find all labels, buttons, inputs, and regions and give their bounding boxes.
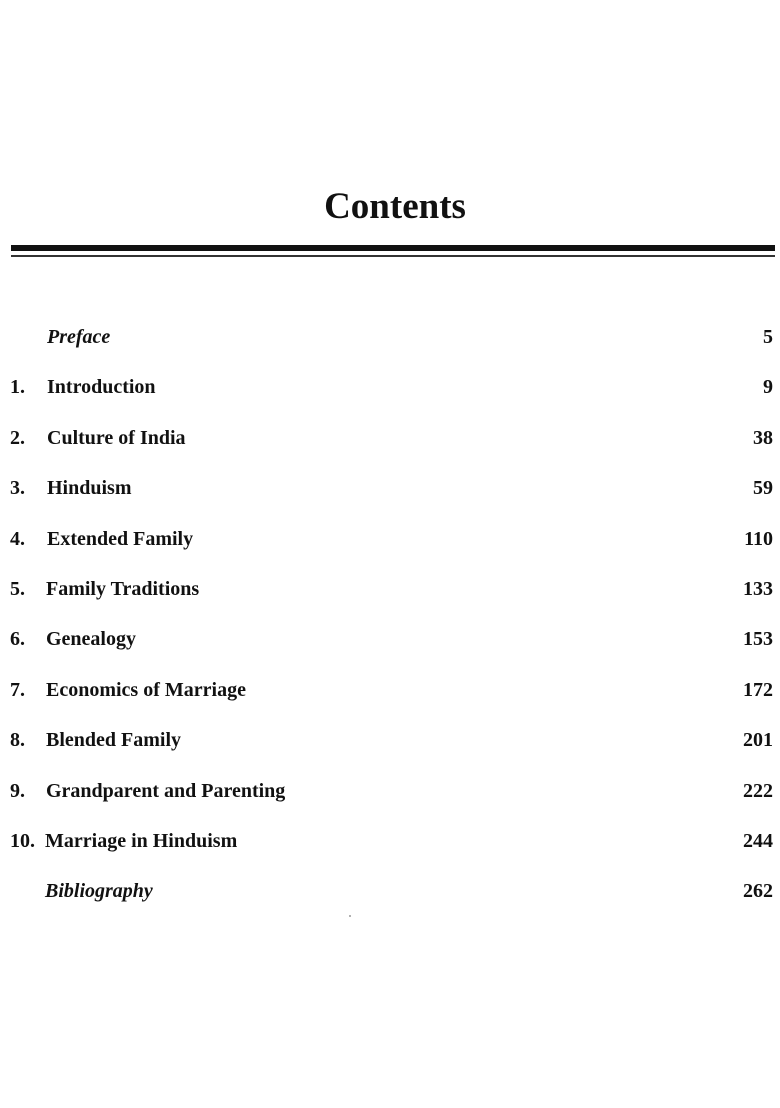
toc-entry[interactable] [0, 830, 780, 880]
entry-number: 5. [10, 577, 25, 600]
title-rule-thick [11, 245, 775, 251]
entry-page: 244 [743, 829, 773, 852]
entry-title: Marriage in Hinduism [45, 829, 238, 852]
toc-entry[interactable] [0, 628, 780, 678]
entry-page: 59 [753, 477, 773, 500]
toc-entry[interactable] [0, 528, 780, 578]
entry-page: 38 [753, 426, 773, 449]
entry-number: 9. [10, 779, 25, 802]
page-title: Contents [324, 186, 466, 227]
toc-entry[interactable] [0, 376, 780, 426]
entry-page: 110 [744, 527, 773, 550]
entry-page: 133 [743, 577, 773, 600]
entry-page: 5 [763, 326, 773, 348]
entry-number: 6. [10, 628, 25, 651]
entry-title: Extended Family [47, 527, 194, 550]
entry-number: 7. [10, 678, 25, 701]
entry-page: 172 [743, 678, 773, 701]
print-speck [349, 915, 351, 917]
entry-page: 201 [743, 729, 773, 752]
toc-entry-bibliography[interactable] [0, 880, 780, 930]
entry-number: 1. [10, 376, 25, 399]
toc-entry[interactable] [0, 427, 780, 477]
entry-title: Hinduism [47, 477, 132, 500]
entry-page: 153 [743, 628, 773, 651]
toc-entry-preface[interactable] [0, 326, 780, 376]
entry-title: Economics of Marriage [46, 678, 246, 701]
title-rule-thin [11, 255, 775, 257]
entry-title: Genealogy [46, 628, 136, 651]
entry-title: Bibliography [45, 880, 153, 903]
entry-number: 10. [10, 829, 35, 852]
toc-entry[interactable] [0, 780, 780, 830]
toc-entry[interactable] [0, 679, 780, 729]
toc-entry[interactable] [0, 578, 780, 628]
entry-title: Grandparent and Parenting [46, 779, 286, 802]
entry-page: 262 [743, 880, 773, 903]
entry-title: Introduction [47, 376, 156, 399]
table-of-contents [0, 326, 780, 931]
entry-title: Preface [47, 326, 111, 348]
entry-page: 9 [763, 376, 773, 399]
entry-number: 2. [10, 426, 25, 449]
entry-title: Family Traditions [46, 577, 200, 600]
entry-title: Blended Family [46, 729, 182, 752]
toc-entry[interactable] [0, 477, 780, 527]
entry-number: 8. [10, 729, 25, 752]
toc-entry[interactable] [0, 729, 780, 779]
entry-number: 3. [10, 477, 25, 500]
entry-page: 222 [743, 779, 773, 802]
entry-title: Culture of India [47, 426, 186, 449]
entry-number: 4. [10, 527, 25, 550]
